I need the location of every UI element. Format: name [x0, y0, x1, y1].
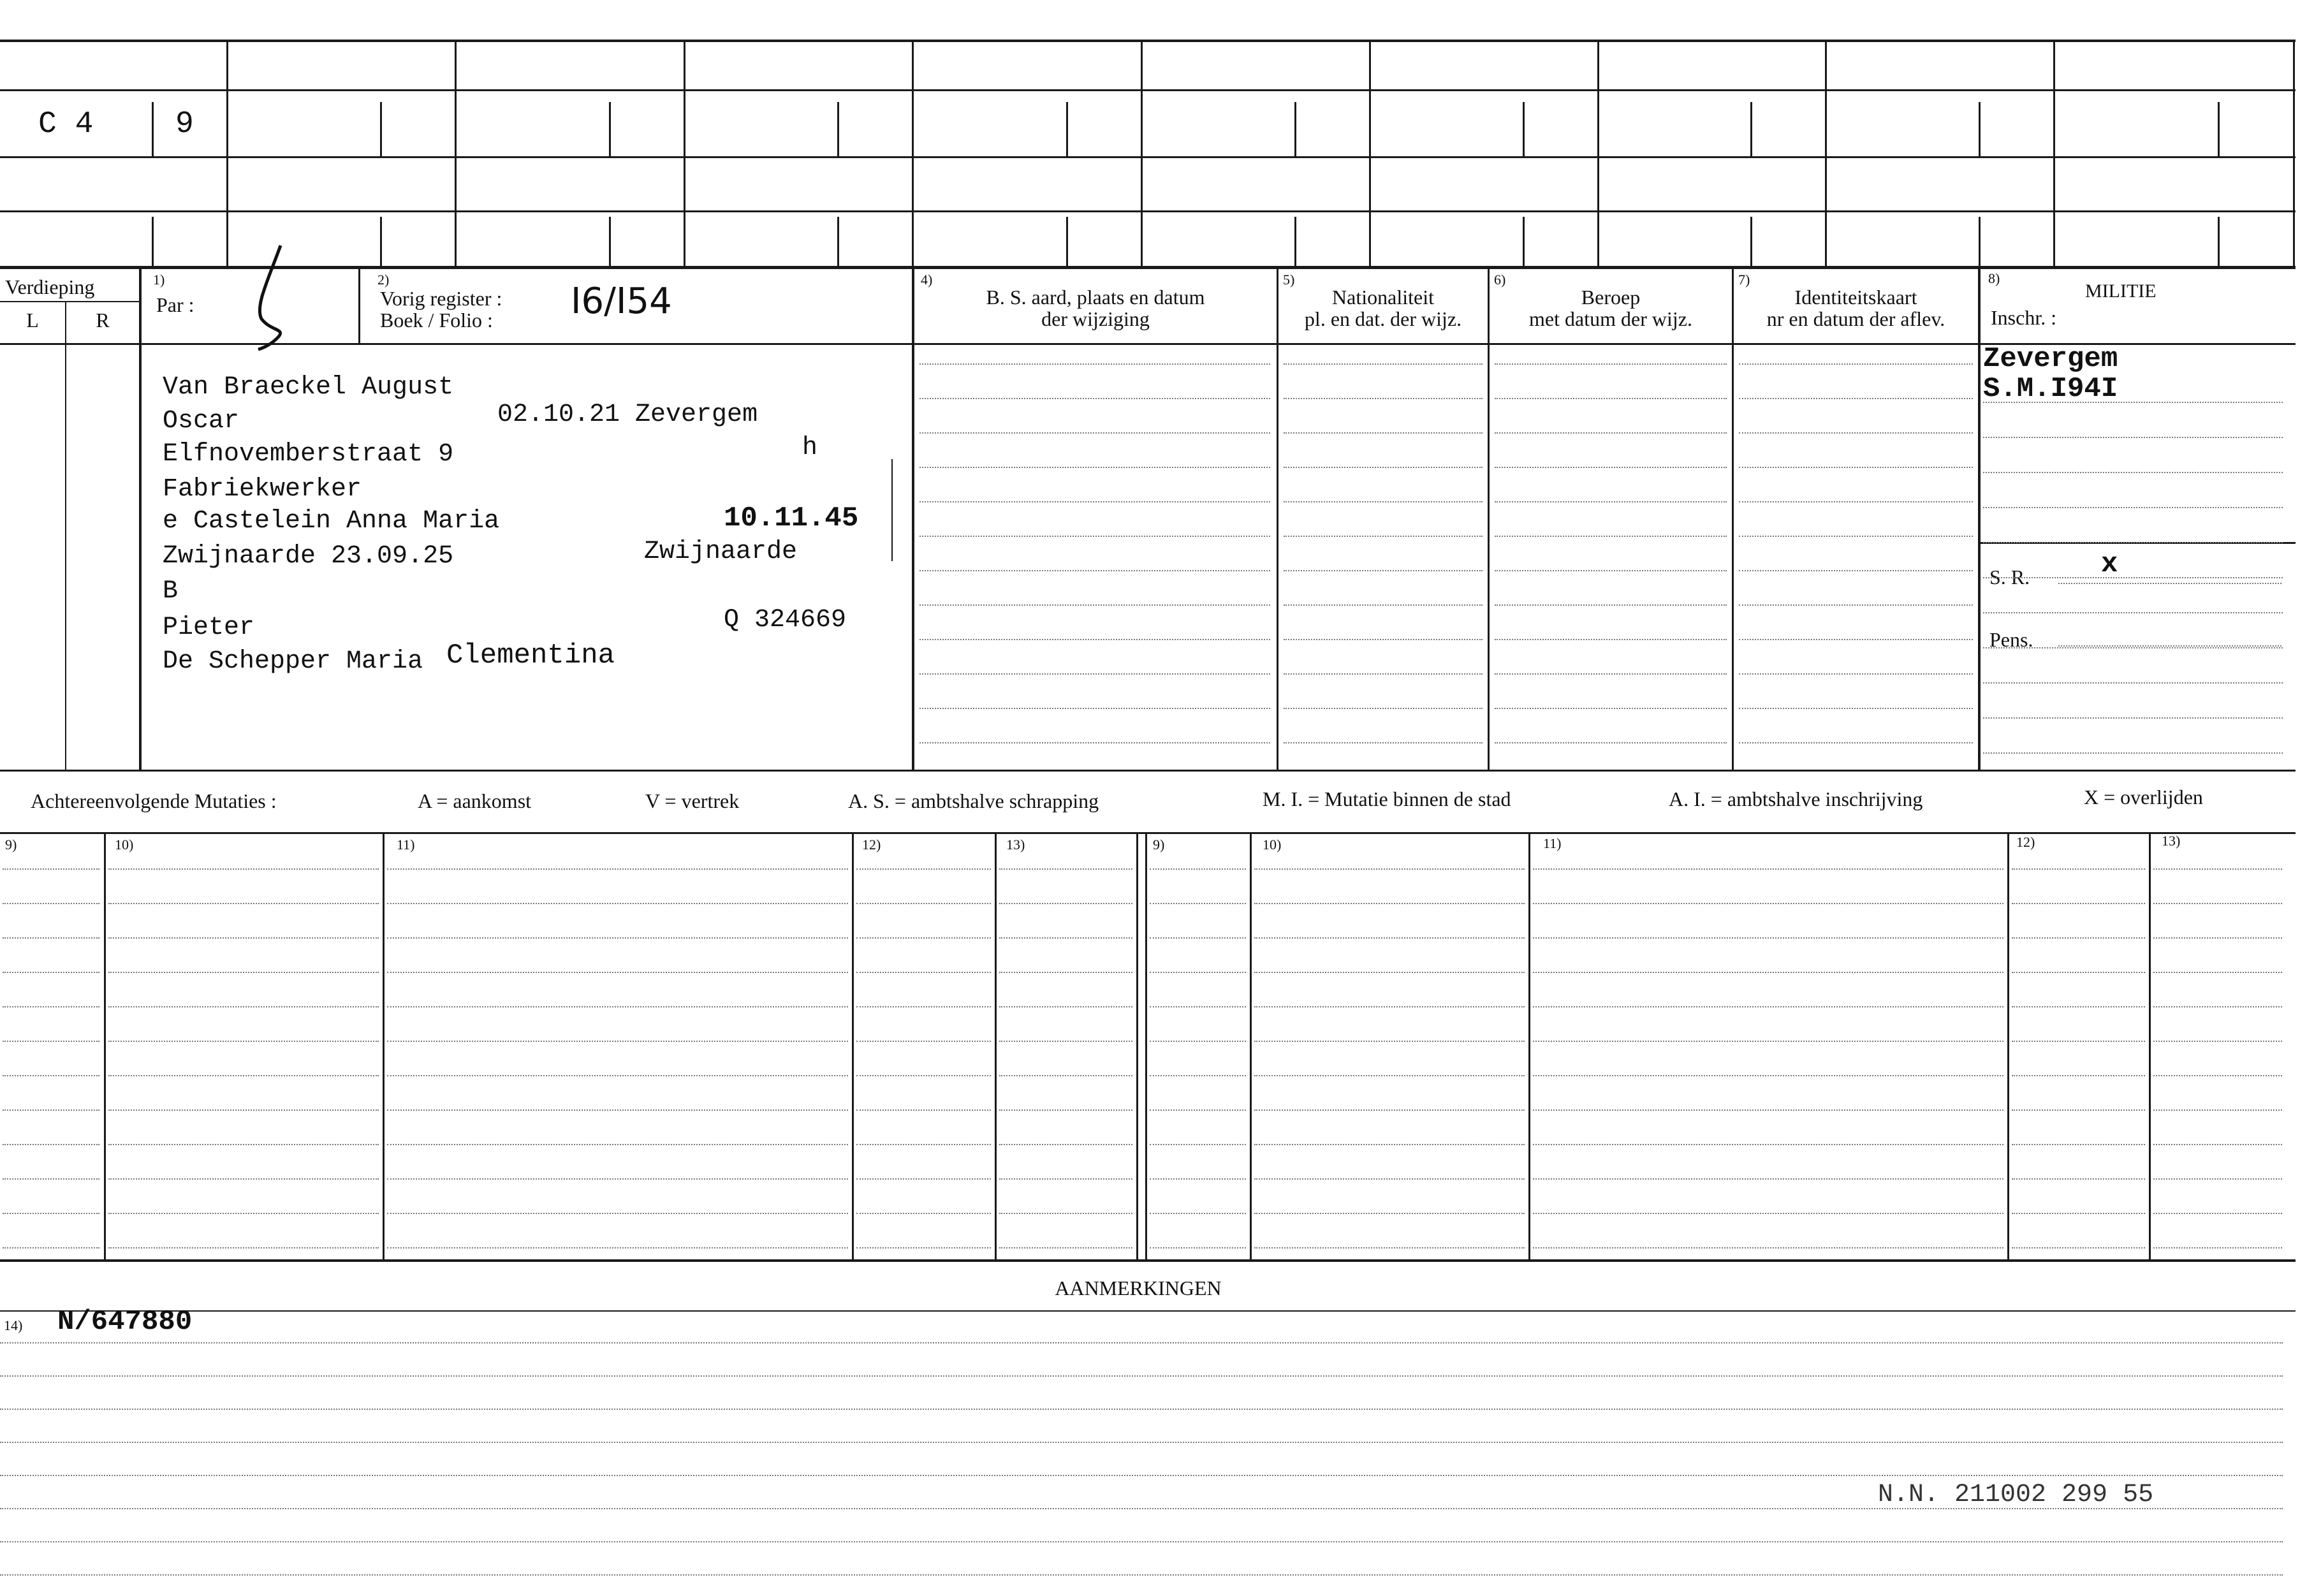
dotted-rule — [0, 1342, 2283, 1343]
dotted-rule — [1150, 1144, 1246, 1145]
dotted-rule — [3, 1144, 99, 1145]
dotted-rule — [1739, 673, 1973, 675]
dotted-rule — [999, 1041, 1132, 1042]
reg-value: I6/I54 — [571, 281, 672, 322]
dotted-rule — [999, 1213, 1132, 1214]
dotted-rule — [1284, 708, 1483, 709]
dotted-rule — [1495, 467, 1727, 468]
dotted-rule — [3, 972, 99, 973]
dotted-rule — [2153, 1075, 2282, 1076]
dotted-rule — [1739, 501, 1973, 502]
dotted-rule — [1495, 742, 1727, 743]
dotted-rule — [3, 1006, 99, 1007]
reg-num: 2) — [377, 272, 390, 288]
dotted-rule — [1284, 432, 1483, 434]
dotted-rule — [0, 1409, 2283, 1410]
dotted-rule — [2012, 1006, 2145, 1007]
right-col-13: 13) — [2162, 833, 2181, 849]
dotted-rule — [108, 903, 379, 904]
dotted-rule — [1254, 1144, 1525, 1145]
grid-code-right: 9 — [175, 107, 194, 142]
dotted-rule — [1739, 570, 1973, 571]
dotted-rule — [2012, 1178, 2145, 1180]
mutaties-title: Achtereenvolgende Mutaties : — [31, 789, 277, 812]
dotted-rule — [919, 536, 1270, 537]
dotted-rule — [3, 1213, 99, 1214]
dotted-rule — [387, 1178, 848, 1180]
dotted-rule — [1533, 937, 2003, 939]
person-spouse-birth: Zwijnaarde 23.09.25 — [163, 542, 454, 571]
col5-line1: Nationaliteit — [1332, 286, 1434, 309]
dotted-rule — [1284, 536, 1483, 537]
dotted-rule — [856, 1247, 991, 1248]
dotted-rule — [919, 742, 1270, 743]
dotted-rule — [387, 972, 848, 973]
dotted-rule — [0, 1508, 2283, 1509]
col6-num: 6) — [1494, 272, 1506, 288]
dotted-rule — [1254, 1247, 1525, 1248]
dotted-rule — [919, 398, 1270, 399]
dotted-rule — [1150, 1109, 1246, 1111]
dotted-rule — [856, 1041, 991, 1042]
dotted-rule — [1150, 1178, 1246, 1180]
dotted-rule — [108, 868, 379, 870]
left-col-12: 12) — [862, 837, 881, 853]
dotted-rule — [1983, 472, 2283, 473]
militie-title: MILITIE — [2085, 281, 2157, 302]
dotted-rule — [3, 1041, 99, 1042]
dotted-rule — [1533, 1213, 2003, 1214]
col4-line2: der wijziging — [1041, 307, 1150, 330]
person-spouse-place: Zwijnaarde — [644, 538, 798, 566]
dotted-rule — [2153, 903, 2282, 904]
remarks-num: 14) — [4, 1317, 23, 1333]
col5-line2: pl. en dat. der wijz. — [1304, 307, 1462, 330]
dotted-rule — [919, 432, 1270, 434]
dotted-rule — [2153, 1247, 2282, 1248]
right-col-10: 10) — [1263, 837, 1282, 853]
dotted-rule — [387, 1006, 848, 1007]
dotted-rule — [1254, 1041, 1525, 1042]
reg-label-1: Vorig register : — [380, 287, 502, 310]
dotted-rule — [2012, 937, 2145, 939]
right-col-9: 9) — [1153, 837, 1165, 853]
dotted-rule — [856, 1109, 991, 1111]
reg-label-2: Boek / Folio : — [380, 309, 493, 332]
dotted-rule — [1254, 1213, 1525, 1214]
dotted-rule — [856, 1213, 991, 1214]
col-r-label: R — [96, 309, 110, 332]
dotted-rule — [0, 1574, 2283, 1576]
person-code-b: B — [163, 577, 179, 606]
dotted-rule — [0, 1442, 2283, 1443]
dotted-rule — [387, 1041, 848, 1042]
person-marriage-date: 10.11.45 — [724, 502, 859, 534]
dotted-rule — [1533, 903, 2003, 904]
dotted-rule — [1150, 1075, 1246, 1076]
dotted-rule — [1495, 673, 1727, 675]
dotted-rule — [856, 1144, 991, 1145]
dotted-rule — [1739, 467, 1973, 468]
dotted-rule — [3, 903, 99, 904]
dotted-rule — [2153, 1178, 2282, 1180]
dotted-rule — [999, 903, 1132, 904]
dotted-rule — [999, 1178, 1132, 1180]
dotted-rule — [1533, 1006, 2003, 1007]
dotted-rule — [2153, 868, 2282, 870]
dotted-rule — [1739, 432, 1973, 434]
mutatie-ai: A. I. = ambtshalve inschrijving — [1669, 787, 1923, 810]
dotted-rule — [108, 1144, 379, 1145]
dotted-rule — [1533, 1247, 2003, 1248]
right-col-12: 12) — [2016, 834, 2035, 850]
dotted-rule — [108, 1109, 379, 1111]
dotted-rule — [1983, 647, 2283, 648]
dotted-rule — [1533, 868, 2003, 870]
dotted-rule — [1284, 467, 1483, 468]
par-label: Par : — [156, 293, 194, 316]
dotted-rule — [2012, 1213, 2145, 1214]
dotted-rule — [1150, 1006, 1246, 1007]
dotted-rule — [919, 639, 1270, 640]
dotted-rule — [1284, 398, 1483, 399]
dotted-rule — [1254, 972, 1525, 973]
dotted-rule — [1284, 639, 1483, 640]
dotted-rule — [999, 1006, 1132, 1007]
dotted-rule — [2012, 1247, 2145, 1248]
dotted-rule — [1150, 972, 1246, 973]
dotted-rule — [108, 972, 379, 973]
person-spouse: e Castelein Anna Maria — [163, 507, 500, 536]
col4-num: 4) — [921, 272, 933, 288]
dotted-rule — [1284, 604, 1483, 606]
dotted-rule — [1533, 972, 2003, 973]
dotted-rule — [1495, 570, 1727, 571]
dotted-rule — [108, 1178, 379, 1180]
person-address-mark: h — [802, 434, 818, 462]
dotted-rule — [999, 1247, 1132, 1248]
dotted-rule — [1150, 868, 1246, 870]
dotted-rule — [2012, 972, 2145, 973]
dotted-rule — [108, 1213, 379, 1214]
dotted-rule — [919, 363, 1270, 365]
dotted-rule — [1495, 432, 1727, 434]
dotted-rule — [856, 937, 991, 939]
dotted-rule — [1284, 742, 1483, 743]
militie-place: Zevergem — [1983, 343, 2118, 375]
dotted-rule — [1150, 1247, 1246, 1248]
dotted-rule — [1495, 708, 1727, 709]
person-id: Q 324669 — [724, 606, 847, 634]
dotted-rule — [1150, 903, 1246, 904]
dotted-rule — [3, 1178, 99, 1180]
dotted-rule — [1284, 570, 1483, 571]
dotted-rule — [1495, 639, 1727, 640]
dotted-rule — [1533, 1178, 2003, 1180]
dotted-rule — [2012, 903, 2145, 904]
dotted-rule — [2012, 1109, 2145, 1111]
dotted-rule — [1533, 1075, 2003, 1076]
dotted-rule — [919, 570, 1270, 571]
dotted-rule — [387, 1213, 848, 1214]
remarks-footer: N.N. 211002 299 55 — [1878, 1481, 2154, 1509]
remarks-value: N/647880 — [57, 1306, 193, 1338]
dotted-rule — [1983, 542, 2283, 543]
dotted-rule — [1983, 612, 2283, 613]
dotted-rule — [856, 1075, 991, 1076]
dotted-rule — [1495, 501, 1727, 502]
dotted-rule — [108, 1247, 379, 1248]
dotted-rule — [1254, 937, 1525, 939]
dotted-rule — [856, 972, 991, 973]
mutatie-mi: M. I. = Mutatie binnen de stad — [1263, 787, 1511, 810]
dotted-rule — [1254, 868, 1525, 870]
dotted-rule — [999, 1144, 1132, 1145]
dotted-rule — [1150, 1041, 1246, 1042]
dotted-rule — [1983, 717, 2283, 719]
person-surname: Van Braeckel August — [163, 373, 454, 402]
dotted-rule — [999, 1109, 1132, 1111]
militie-sr-label: S. R. — [1989, 566, 2030, 589]
dotted-rule — [1495, 363, 1727, 365]
right-col-11: 11) — [1543, 835, 1562, 851]
dotted-rule — [999, 868, 1132, 870]
dotted-rule — [1739, 536, 1973, 537]
dotted-rule — [1284, 673, 1483, 675]
dotted-rule — [387, 868, 848, 870]
dotted-rule — [1739, 708, 1973, 709]
dotted-rule — [1284, 501, 1483, 502]
dotted-rule — [2153, 1041, 2282, 1042]
dotted-rule — [387, 937, 848, 939]
dotted-rule — [1739, 604, 1973, 606]
dotted-rule — [856, 868, 991, 870]
dotted-rule — [1495, 398, 1727, 399]
dotted-rule — [1254, 1075, 1525, 1076]
dotted-rule — [919, 604, 1270, 606]
dotted-rule — [0, 1475, 2283, 1476]
dotted-rule — [1254, 1178, 1525, 1180]
dotted-rule — [919, 467, 1270, 468]
dotted-rule — [856, 903, 991, 904]
dotted-rule — [2012, 1144, 2145, 1145]
dotted-rule — [1983, 402, 2283, 403]
militie-inschr-label: Inschr. : — [1991, 306, 2057, 329]
dotted-rule — [2153, 1213, 2282, 1214]
dotted-rule — [1983, 752, 2283, 754]
col-l-label: L — [26, 309, 39, 332]
col7-num: 7) — [1738, 272, 1750, 288]
mutatie-a: A = aankomst — [418, 789, 532, 812]
dotted-rule — [999, 937, 1132, 939]
verdieping-label: Verdieping — [5, 275, 95, 298]
dotted-rule — [1983, 682, 2283, 684]
person-birth: 02.10.21 Zevergem — [497, 400, 758, 429]
par-num: 1) — [153, 272, 165, 288]
dotted-rule — [856, 1006, 991, 1007]
remarks-title: AANMERKINGEN — [1055, 1277, 1222, 1299]
col6-line2: met datum der wijz. — [1529, 307, 1692, 330]
militie-pens-label: Pens. — [1989, 628, 2033, 651]
mutatie-as: A. S. = ambtshalve schrapping — [848, 789, 1099, 812]
dotted-rule — [1150, 937, 1246, 939]
dotted-rule — [0, 1375, 2283, 1377]
dotted-rule — [3, 868, 99, 870]
dotted-rule — [1150, 1213, 1246, 1214]
dotted-rule — [1983, 577, 2283, 578]
militie-sr-value: x — [2101, 548, 2118, 580]
dotted-rule — [2153, 1144, 2282, 1145]
dotted-rule — [2153, 1109, 2282, 1111]
person-address: Elfnovemberstraat 9 — [163, 440, 454, 469]
grid-code-left: C 4 — [38, 107, 94, 142]
dotted-rule — [3, 1109, 99, 1111]
col6-line1: Beroep — [1581, 286, 1641, 309]
col4-line1: B. S. aard, plaats en datum — [986, 286, 1205, 309]
dotted-rule — [108, 1075, 379, 1076]
left-col-11: 11) — [397, 837, 415, 853]
dotted-rule — [387, 903, 848, 904]
dotted-rule — [387, 1247, 848, 1248]
dotted-rule — [1739, 363, 1973, 365]
left-col-10: 10) — [115, 837, 134, 853]
dotted-rule — [1533, 1109, 2003, 1111]
dotted-rule — [1254, 1109, 1525, 1111]
person-mother: De Schepper Maria — [163, 647, 423, 676]
dotted-rule — [2012, 868, 2145, 870]
dotted-rule — [919, 708, 1270, 709]
dotted-rule — [1254, 903, 1525, 904]
dotted-rule — [1983, 437, 2283, 438]
militie-sm: S.M.I94I — [1983, 373, 2118, 405]
dotted-rule — [1739, 639, 1973, 640]
person-occupation: Fabriekwerker — [163, 475, 362, 504]
dotted-rule — [919, 673, 1270, 675]
dotted-rule — [387, 1075, 848, 1076]
dotted-rule — [999, 972, 1132, 973]
dotted-rule — [108, 1041, 379, 1042]
dotted-rule — [108, 1006, 379, 1007]
dotted-rule — [1533, 1041, 2003, 1042]
dotted-rule — [919, 501, 1270, 502]
dotted-rule — [108, 937, 379, 939]
dotted-rule — [856, 1178, 991, 1180]
dotted-rule — [1495, 604, 1727, 606]
dotted-rule — [2153, 972, 2282, 973]
col5-num: 5) — [1283, 272, 1295, 288]
dotted-rule — [1284, 363, 1483, 365]
col8-num: 8) — [1988, 270, 2000, 286]
dotted-rule — [3, 1247, 99, 1248]
mutatie-v: V = vertrek — [645, 789, 740, 812]
left-col-13: 13) — [1006, 837, 1025, 853]
person-firstname: Oscar — [163, 407, 240, 436]
dotted-rule — [999, 1075, 1132, 1076]
dotted-rule — [1739, 398, 1973, 399]
col7-line1: Identiteitskaart — [1794, 286, 1917, 309]
left-col-9: 9) — [5, 837, 17, 853]
dotted-rule — [1533, 1144, 2003, 1145]
mutatie-x: X = overlijden — [2084, 786, 2203, 809]
person-mother-hand: Clementina — [446, 640, 615, 671]
dotted-rule — [2153, 937, 2282, 939]
dotted-rule — [1739, 742, 1973, 743]
dotted-rule — [0, 1541, 2283, 1542]
dotted-rule — [1983, 507, 2283, 508]
dotted-rule — [2012, 1041, 2145, 1042]
col7-line2: nr en datum der aflev. — [1766, 307, 1945, 330]
dotted-rule — [3, 937, 99, 939]
dotted-rule — [2012, 1075, 2145, 1076]
dotted-rule — [1495, 536, 1727, 537]
dotted-rule — [387, 1144, 848, 1145]
person-father: Pieter — [163, 613, 255, 642]
dotted-rule — [1254, 1006, 1525, 1007]
dotted-rule — [387, 1109, 848, 1111]
par-pen-stroke — [242, 242, 306, 351]
dotted-rule — [3, 1075, 99, 1076]
dotted-rule — [2153, 1006, 2282, 1007]
